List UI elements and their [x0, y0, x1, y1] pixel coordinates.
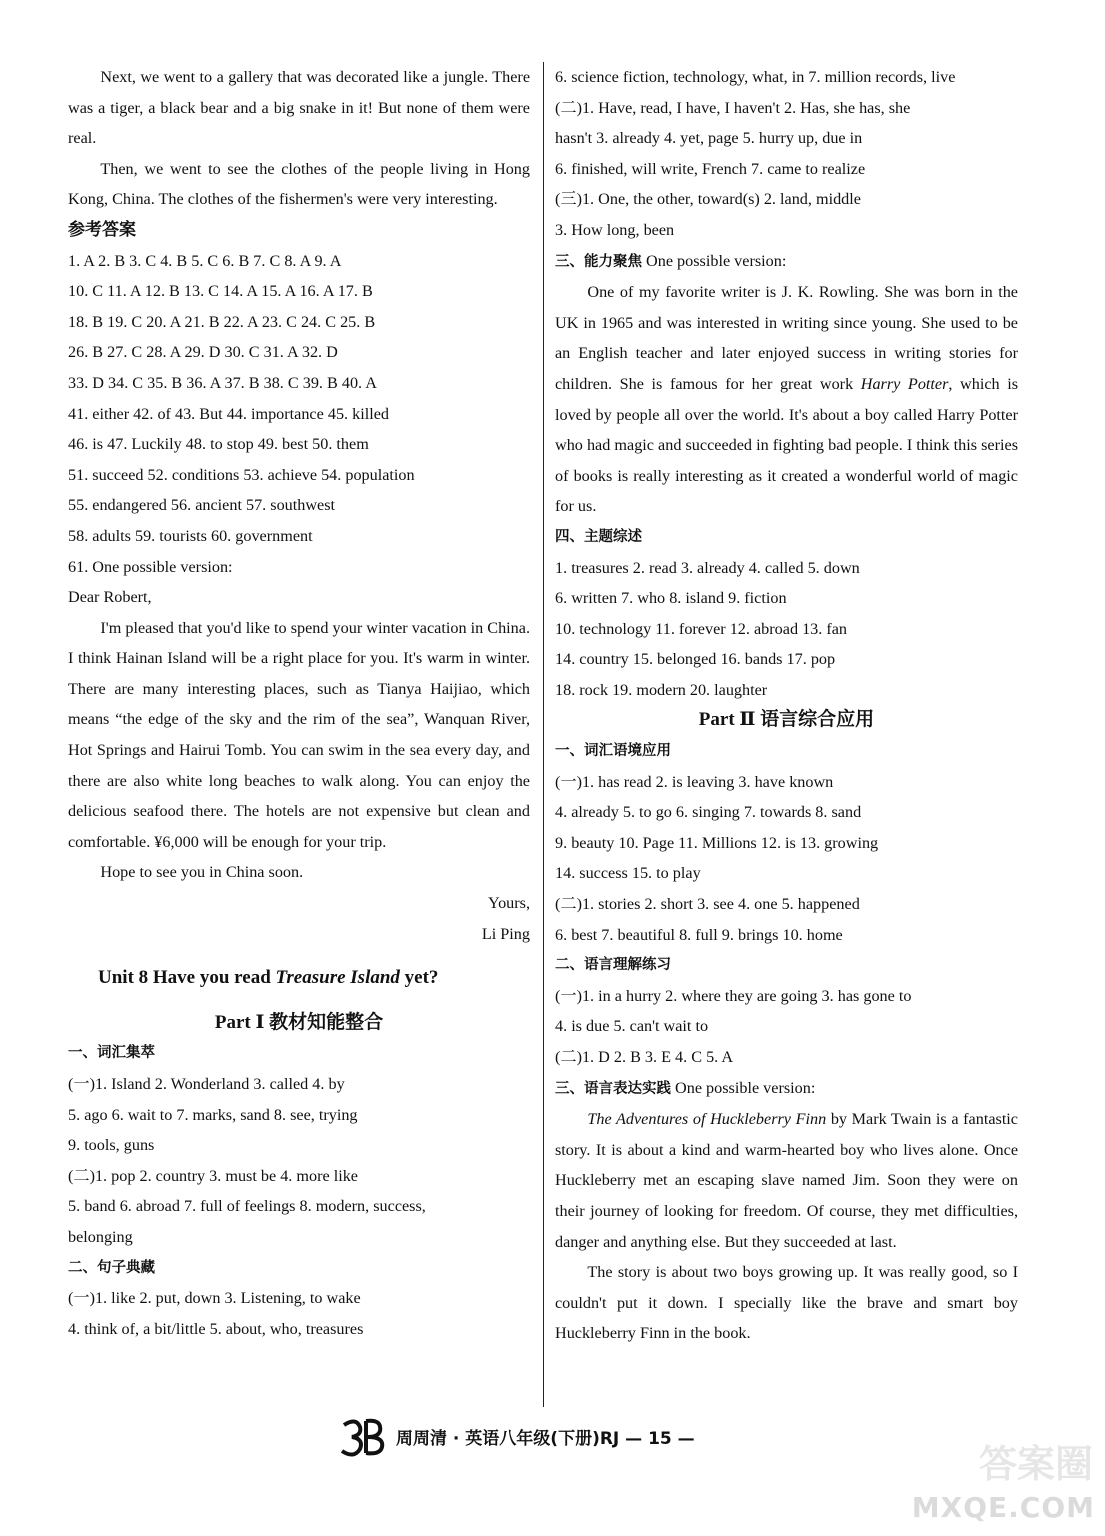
- vocab-row: 9. tools, guns: [68, 1136, 155, 1155]
- unit-title-book: Treasure Island: [275, 967, 400, 989]
- context-row: 4. already 5. to go 6. singing 7. towards 8. sand: [555, 803, 862, 822]
- essay-rowling-part2: , which is loved by people all over the world. It's about a boy called Harry Potter who had magic and succeeded in fighting bad people. I think this series of books is really interesting as it created a wonderful world of magic for us.: [555, 374, 1019, 516]
- theme-row: 10. technology 11. forever 12. abroad 13. fan: [555, 619, 848, 638]
- essay-huckleberry-text: by Mark Twain is a fantastic story. It is about a kind and warm-hearted boy who lives alone. Once Huckleberry met an escaping slave named Jim. Soon they were on their journey of looking for freedom. Of course, they met difficulties, danger and anything else. But they succeeded at last.: [555, 1110, 1018, 1251]
- question-61-label: 61. One possible version:: [68, 557, 233, 576]
- section-sentences-heading: 二、句子典藏: [68, 1259, 155, 1276]
- left-column: [68, 62, 530, 1344]
- essay-rowling-part1: One of my favorite writer is J. K. Rowling. She was born in the UK in 1965 and was interested in writing since young. She used to be an English teacher and later enjoyed success in writing stories for children. She is famous for her great work: [555, 283, 1018, 393]
- essay-huckleberry-book: The Adventures of Huckleberry Finn: [587, 1110, 827, 1129]
- theme-row: 6. written 7. who 8. island 9. fiction: [555, 589, 787, 608]
- section-theme-heading: 四、主题综述: [555, 528, 642, 545]
- watermark-logo-cn: 答案圈: [978, 1442, 1093, 1486]
- answer-row: hasn't 3. already 4. yet, page 5. hurry up, due in: [555, 129, 863, 148]
- answer-row: 18. B 19. C 20. A 21. B 22. A 23. C 24. C 25. B: [68, 312, 376, 331]
- essay-growing-up: The story is about two boys growing up. It was really good, so I couldn't put it down. I specially like the brave and smart boy Huckleberry Finn in the book.: [555, 1263, 1018, 1343]
- section-ability-label: 三、能力聚焦: [555, 253, 642, 270]
- answer-row: 26. B 27. C 28. A 29. D 30. C 31. A 32. D: [68, 343, 338, 362]
- context-row: 14. success 15. to play: [555, 864, 701, 883]
- answer-row: (三)1. One, the other, toward(s) 2. land, middle: [555, 190, 861, 209]
- essay-huckleberry: [555, 1104, 1018, 1257]
- theme-row: 14. country 15. belonged 16. bands 17. pop: [555, 650, 836, 669]
- vocab-row: (二)1. pop 2. country 3. must be 4. more like: [68, 1166, 358, 1185]
- answer-row: 46. is 47. Luckily 48. to stop 49. best 50. them: [68, 435, 369, 454]
- part-1-title: Part Ⅰ 教材知能整合: [214, 1011, 384, 1033]
- story-paragraph: Then, we went to see the clothes of the people living in Hong Kong, China. The clothes of the fishermen's were very interesting.: [68, 159, 530, 209]
- context-row: 6. best 7. beautiful 8. full 9. brings 10. home: [555, 925, 843, 944]
- context-row: 9. beauty 10. Page 11. Millions 12. is 13. growing: [555, 833, 879, 852]
- sentence-row: 4. think of, a bit/little 5. about, who, treasures: [68, 1319, 364, 1338]
- unit-title: [98, 963, 530, 994]
- section-vocab-heading: 一、词汇集萃: [68, 1045, 155, 1062]
- footer-text: 周周清 · 英语八年级(下册)RJ — 15 —: [396, 1429, 695, 1449]
- section-context-heading: 一、词汇语境应用: [555, 743, 671, 760]
- letter-sign-name: Li Ping: [481, 924, 530, 943]
- unit-title-suffix: yet?: [399, 967, 439, 989]
- essay-rowling: [555, 277, 1018, 522]
- theme-row: 18. rock 19. modern 20. laughter: [555, 680, 768, 699]
- column-divider: [543, 62, 544, 1407]
- letter-greeting: Dear Robert,: [68, 588, 152, 607]
- vocab-row: belonging: [68, 1227, 133, 1246]
- part-2-title: Part Ⅱ 语言综合应用: [698, 709, 875, 731]
- answer-row: (二)1. Have, read, I have, I haven't 2. Has, she has, she: [555, 98, 911, 117]
- answer-row: 10. C 11. A 12. B 13. C 14. A 15. A 16. A 17. B: [68, 282, 373, 301]
- section-expression-suffix: One possible version:: [671, 1078, 816, 1097]
- letter-closing: Hope to see you in China soon.: [100, 863, 304, 882]
- brand-logo-icon: [338, 1415, 388, 1459]
- answer-list: [68, 246, 530, 552]
- answer-row: 3. How long, been: [555, 220, 675, 239]
- comprehension-row: (一)1. in a hurry 2. where they are going 3. has gone to: [555, 986, 912, 1005]
- comprehension-row: 4. is due 5. can't wait to: [555, 1017, 709, 1036]
- answer-row: 33. D 34. C 35. B 36. A 37. B 38. C 39. B 40. A: [68, 373, 377, 392]
- sentence-row: (一)1. like 2. put, down 3. Listening, to wake: [68, 1289, 361, 1308]
- answer-row: 1. A 2. B 3. C 4. B 5. C 6. B 7. C 8. A 9. A: [68, 251, 342, 270]
- letter-body: I'm pleased that you'd like to spend your winter vacation in China. I think Hainan Island will be a right place for you. It's warm in winter. There are many interesting places, such as Tianya Haijiao, which means “the edge of the sky and the rim of the sea”, Wanquan River, Hot Springs and Hairui Tomb. You can swim in the sea every day, and there are also white long beaches to walk along. You can enjoy the delicious seafood there. The hotels are not expensive but clean and comfortable. ¥6,000 will be enough for your trip.: [68, 618, 530, 851]
- theme-row: 1. treasures 2. read 3. already 4. called 5. down: [555, 558, 860, 577]
- unit-title-text: Unit 8 Have you read: [98, 967, 276, 989]
- watermark-url: MXQE.COM: [911, 1491, 1095, 1524]
- answers-heading: 参考答案: [68, 219, 136, 240]
- context-row: (二)1. stories 2. short 3. see 4. one 5. happened: [555, 895, 860, 914]
- essay-rowling-book: Harry Potter: [860, 374, 949, 393]
- answer-row: 58. adults 59. tourists 60. government: [68, 526, 313, 545]
- answer-row: 6. science fiction, technology, what, in 7. million records, live: [555, 68, 956, 86]
- section-ability-suffix: One possible version:: [642, 251, 787, 270]
- answer-row: 55. endangered 56. ancient 57. southwest: [68, 496, 336, 515]
- answer-row: 6. finished, will write, French 7. came to realize: [555, 159, 866, 178]
- right-column: [555, 62, 1018, 1349]
- context-row: (一)1. has read 2. is leaving 3. have known: [555, 772, 834, 791]
- page-footer: [338, 1415, 798, 1463]
- section-comprehension-heading: 二、语言理解练习: [555, 957, 671, 974]
- section-expression-label: 三、语言表达实践: [555, 1080, 671, 1097]
- story-paragraph: Next, we went to a gallery that was decorated like a jungle. There was a tiger, a black bear and a big snake in it! But none of them were real.: [68, 68, 530, 148]
- answer-row: 51. succeed 52. conditions 53. achieve 54. population: [68, 465, 415, 484]
- watermark: [911, 1442, 1101, 1532]
- section-ability-heading: [555, 246, 1018, 278]
- vocab-row: 5. ago 6. wait to 7. marks, sand 8. see, trying: [68, 1105, 358, 1124]
- section-expression-heading: [555, 1073, 1018, 1105]
- vocab-row: (一)1. Island 2. Wonderland 3. called 4. by: [68, 1075, 345, 1093]
- vocab-row: 5. band 6. abroad 7. full of feelings 8. modern, success,: [68, 1197, 426, 1216]
- letter-sign-yours: Yours,: [488, 894, 530, 913]
- answer-row: 41. either 42. of 43. But 44. importance 45. killed: [68, 404, 389, 423]
- comprehension-row: (二)1. D 2. B 3. E 4. C 5. A: [555, 1048, 734, 1066]
